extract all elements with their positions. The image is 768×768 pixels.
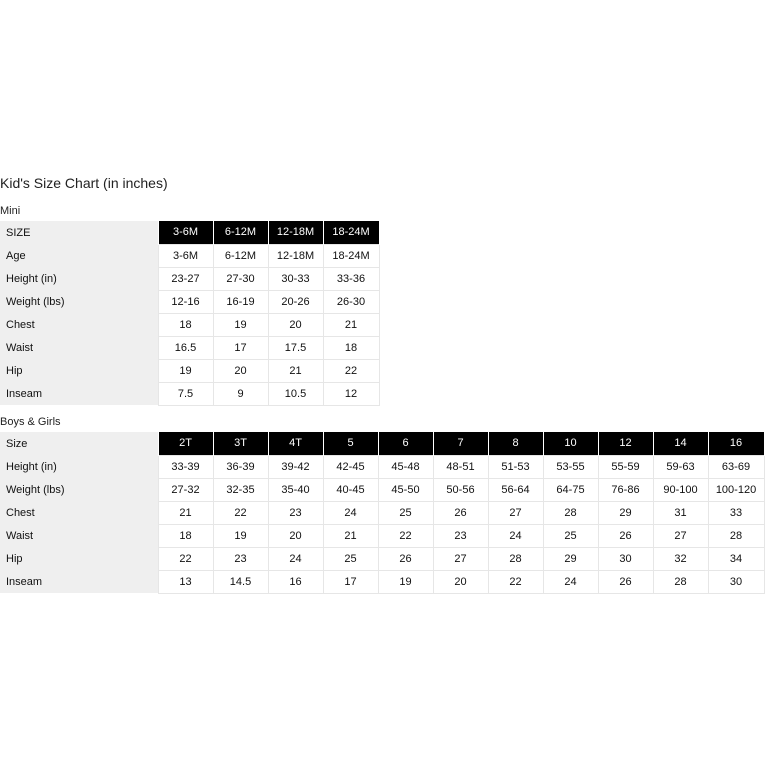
table-cell: 28 — [708, 524, 764, 547]
table-cell: 30 — [708, 570, 764, 593]
table-cell: 25 — [378, 501, 433, 524]
table-cell: 26-30 — [323, 290, 379, 313]
table-cell: 39-42 — [268, 455, 323, 478]
table-header-row — [0, 432, 764, 455]
table-cell: 45-50 — [378, 478, 433, 501]
table-cell: 23 — [213, 547, 268, 570]
table-cell: 30-33 — [268, 267, 323, 290]
table-cell: 7.5 — [158, 382, 213, 405]
table-cell: 33 — [708, 501, 764, 524]
row-label: Inseam — [0, 570, 158, 593]
table-cell: 26 — [433, 501, 488, 524]
table-cell: 18-24M — [323, 244, 379, 267]
table-cell: 31 — [653, 501, 708, 524]
table-cell: 25 — [543, 524, 598, 547]
table-cell: 29 — [543, 547, 598, 570]
table-cell: 24 — [268, 547, 323, 570]
table-cell: 23 — [268, 501, 323, 524]
table-cell: 10.5 — [268, 382, 323, 405]
table-cell: 19 — [213, 524, 268, 547]
table-cell: 18 — [323, 336, 379, 359]
table-cell: 28 — [543, 501, 598, 524]
table-cell: 20 — [213, 359, 268, 382]
table-cell: 24 — [543, 570, 598, 593]
row-label: Hip — [0, 359, 158, 382]
page-title: Kid's Size Chart (in inches) — [0, 175, 168, 191]
row-label: Age — [0, 244, 158, 267]
table-cell: 76-86 — [598, 478, 653, 501]
table-cell: 28 — [488, 547, 543, 570]
table-cell: 40-45 — [323, 478, 378, 501]
table-cell: 20 — [268, 313, 323, 336]
boys-girls-size-table — [0, 432, 765, 594]
table-cell: 16.5 — [158, 336, 213, 359]
column-header: 10 — [543, 432, 598, 455]
table-row — [0, 524, 764, 547]
table-cell: 21 — [158, 501, 213, 524]
table-cell: 23 — [433, 524, 488, 547]
table-cell: 22 — [213, 501, 268, 524]
header-label: SIZE — [0, 221, 158, 244]
table-cell: 16-19 — [213, 290, 268, 313]
section-label-boys-girls: Boys & Girls — [0, 416, 61, 428]
table-cell: 22 — [323, 359, 379, 382]
column-header: 3-6M — [158, 221, 213, 244]
table-cell: 42-45 — [323, 455, 378, 478]
table-cell: 17 — [213, 336, 268, 359]
column-header: 8 — [488, 432, 543, 455]
table-cell: 27-32 — [158, 478, 213, 501]
table-cell: 59-63 — [653, 455, 708, 478]
column-header: 4T — [268, 432, 323, 455]
table-row — [0, 501, 764, 524]
table-row — [0, 382, 379, 405]
table-cell: 22 — [488, 570, 543, 593]
row-label: Waist — [0, 336, 158, 359]
table-cell: 63-69 — [708, 455, 764, 478]
table-cell: 32-35 — [213, 478, 268, 501]
row-label: Height (in) — [0, 455, 158, 478]
section-label-mini: Mini — [0, 205, 21, 217]
table-cell: 14.5 — [213, 570, 268, 593]
table-row — [0, 267, 379, 290]
table-cell: 16 — [268, 570, 323, 593]
table-cell: 27 — [488, 501, 543, 524]
row-label: Chest — [0, 313, 158, 336]
column-header: 18-24M — [323, 221, 379, 244]
table-cell: 12 — [323, 382, 379, 405]
table-cell: 3-6M — [158, 244, 213, 267]
table-cell: 27 — [433, 547, 488, 570]
table-cell: 18 — [158, 313, 213, 336]
table-cell: 19 — [158, 359, 213, 382]
table-row — [0, 244, 379, 267]
table-cell: 22 — [378, 524, 433, 547]
table-cell: 13 — [158, 570, 213, 593]
table-cell: 21 — [268, 359, 323, 382]
table-cell: 32 — [653, 547, 708, 570]
table-header-row — [0, 221, 379, 244]
table-cell: 21 — [323, 313, 379, 336]
table-cell: 17.5 — [268, 336, 323, 359]
table-cell: 30 — [598, 547, 653, 570]
row-label: Height (in) — [0, 267, 158, 290]
table-cell: 27 — [653, 524, 708, 547]
table-cell: 53-55 — [543, 455, 598, 478]
table-cell: 20-26 — [268, 290, 323, 313]
column-header: 12-18M — [268, 221, 323, 244]
table-cell: 64-75 — [543, 478, 598, 501]
table-cell: 12-16 — [158, 290, 213, 313]
table-cell: 26 — [598, 570, 653, 593]
column-header: 16 — [708, 432, 764, 455]
row-label: Waist — [0, 524, 158, 547]
table-row — [0, 336, 379, 359]
table-cell: 34 — [708, 547, 764, 570]
table-cell: 22 — [158, 547, 213, 570]
table-cell: 26 — [598, 524, 653, 547]
table-cell: 56-64 — [488, 478, 543, 501]
table-cell: 55-59 — [598, 455, 653, 478]
header-label: Size — [0, 432, 158, 455]
table-cell: 90-100 — [653, 478, 708, 501]
table-cell: 6-12M — [213, 244, 268, 267]
table-cell: 18 — [158, 524, 213, 547]
table-row — [0, 478, 764, 501]
column-header: 5 — [323, 432, 378, 455]
table-cell: 19 — [378, 570, 433, 593]
table-row — [0, 547, 764, 570]
column-header: 12 — [598, 432, 653, 455]
row-label: Weight (lbs) — [0, 478, 158, 501]
table-cell: 20 — [433, 570, 488, 593]
table-cell: 45-48 — [378, 455, 433, 478]
row-label: Hip — [0, 547, 158, 570]
table-cell: 51-53 — [488, 455, 543, 478]
table-cell: 19 — [213, 313, 268, 336]
table-row — [0, 359, 379, 382]
table-row — [0, 570, 764, 593]
column-header: 6 — [378, 432, 433, 455]
column-header: 2T — [158, 432, 213, 455]
table-cell: 26 — [378, 547, 433, 570]
table-cell: 28 — [653, 570, 708, 593]
row-label: Chest — [0, 501, 158, 524]
column-header: 7 — [433, 432, 488, 455]
table-cell: 36-39 — [213, 455, 268, 478]
row-label: Weight (lbs) — [0, 290, 158, 313]
table-cell: 17 — [323, 570, 378, 593]
table-cell: 100-120 — [708, 478, 764, 501]
column-header: 6-12M — [213, 221, 268, 244]
table-cell: 29 — [598, 501, 653, 524]
table-cell: 33-39 — [158, 455, 213, 478]
column-header: 14 — [653, 432, 708, 455]
table-cell: 23-27 — [158, 267, 213, 290]
table-cell: 12-18M — [268, 244, 323, 267]
table-row — [0, 313, 379, 336]
table-cell: 48-51 — [433, 455, 488, 478]
column-header: 3T — [213, 432, 268, 455]
table-cell: 9 — [213, 382, 268, 405]
table-cell: 20 — [268, 524, 323, 547]
table-cell: 24 — [488, 524, 543, 547]
row-label: Inseam — [0, 382, 158, 405]
table-cell: 25 — [323, 547, 378, 570]
table-row — [0, 455, 764, 478]
table-cell: 24 — [323, 501, 378, 524]
table-row — [0, 290, 379, 313]
table-cell: 35-40 — [268, 478, 323, 501]
table-cell: 21 — [323, 524, 378, 547]
table-cell: 50-56 — [433, 478, 488, 501]
table-cell: 33-36 — [323, 267, 379, 290]
table-cell: 27-30 — [213, 267, 268, 290]
mini-size-table — [0, 221, 380, 406]
